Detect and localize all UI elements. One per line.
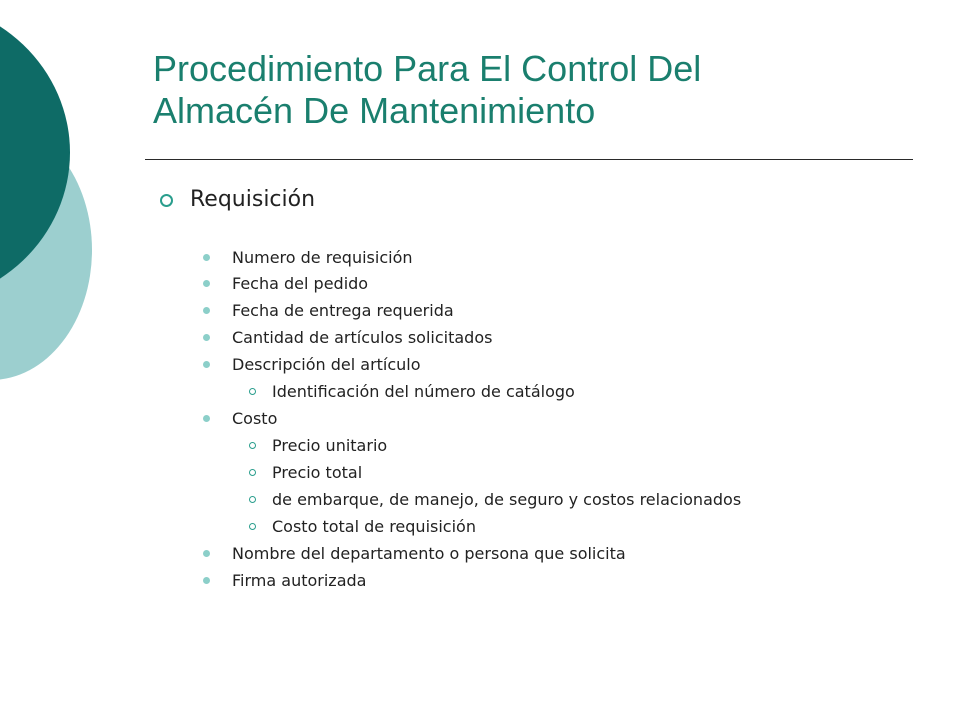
title-line-1: Procedimiento Para El Control Del (153, 48, 702, 89)
sub-list-item-label: Costo total de requisición (272, 517, 476, 536)
list-item-label: Nombre del departamento o persona que solicita (232, 544, 626, 563)
list-item-label: Descripción del artículo (232, 355, 421, 374)
title-line-2: Almacén De Mantenimiento (153, 90, 596, 131)
sub-list-item-label: Precio total (272, 463, 363, 482)
list-item-label: Fecha del pedido (232, 274, 369, 293)
sub-list-item-label: Identificación del número de catálogo (272, 382, 575, 401)
dot-bullet-icon (203, 361, 210, 368)
list-item-label: Cantidad de artículos solicitados (232, 328, 493, 347)
sub-list-item-label: Precio unitario (272, 436, 388, 455)
dot-bullet-icon (203, 307, 210, 314)
list-item-label: Costo (232, 409, 278, 428)
ring-bullet-icon (249, 442, 256, 449)
dot-bullet-icon (203, 254, 210, 261)
dot-bullet-icon (203, 334, 210, 341)
sub-list-item-label: de embarque, de manejo, de seguro y costos relacionados (272, 490, 742, 509)
ring-bullet-icon (160, 194, 173, 207)
dot-bullet-icon (203, 280, 210, 287)
dot-bullet-icon (203, 550, 210, 557)
list-item-label: Firma autorizada (232, 571, 367, 590)
ring-bullet-icon (249, 388, 256, 395)
ring-bullet-icon (249, 496, 256, 503)
ring-bullet-icon (249, 469, 256, 476)
list-item-label: Numero de requisición (232, 248, 413, 267)
ring-bullet-icon (249, 523, 256, 530)
list-item-label: Fecha de entrega requerida (232, 301, 454, 320)
dot-bullet-icon (203, 415, 210, 422)
dot-bullet-icon (203, 577, 210, 584)
section-label: Requisición (190, 187, 316, 212)
